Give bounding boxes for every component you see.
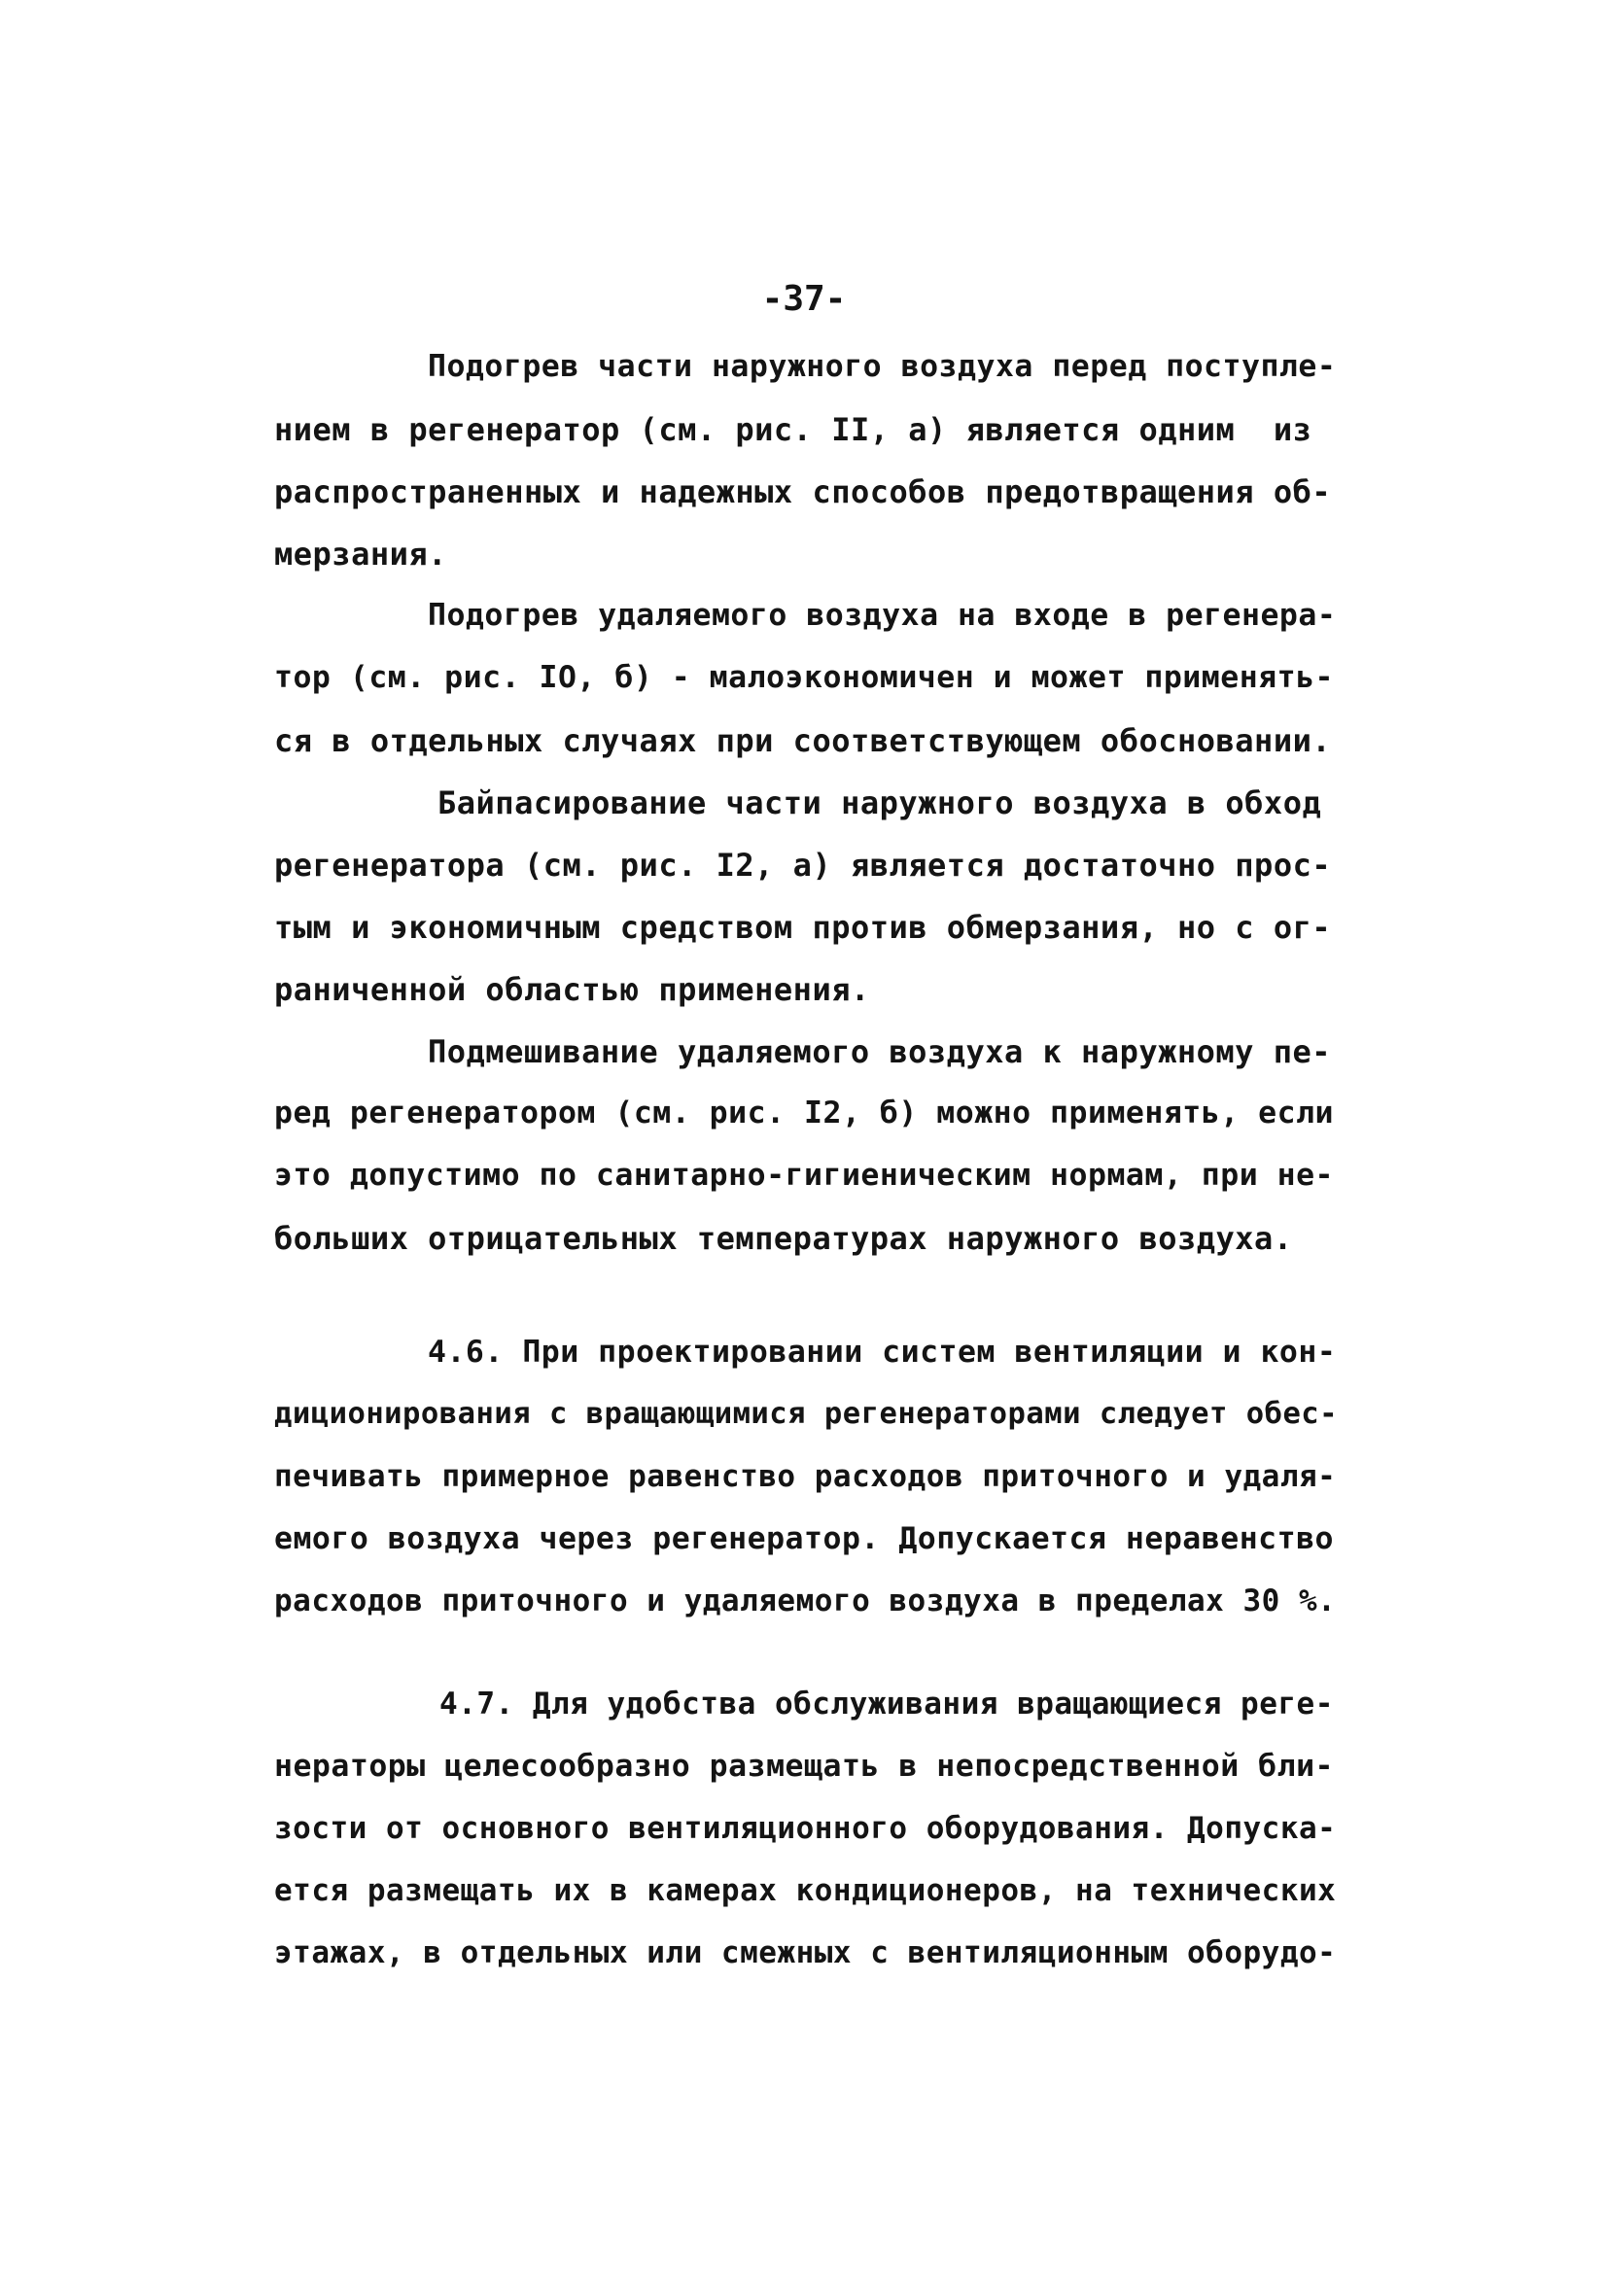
text-line: Подмешивание удаляемого воздуха к наружному пе- bbox=[428, 1033, 1331, 1070]
text-line: 4.6. При проектировании систем вентиляции и кон- bbox=[428, 1335, 1337, 1370]
text-line: распространенных и надежных способов предотвращения об- bbox=[274, 473, 1332, 510]
text-line: расходов приточного и удаляемого воздуха в пределах 30 %. bbox=[274, 1583, 1337, 1618]
text-line: емого воздуха через регенератор. Допускается неравенство bbox=[274, 1521, 1335, 1556]
page-number: -37- bbox=[761, 279, 847, 319]
text-line: 4.7. Для удобства обслуживания вращающиеся реге- bbox=[439, 1687, 1334, 1722]
text-line: ся в отдельных случаях при соответствующем обосновании. bbox=[274, 722, 1332, 759]
text-line: зости от основного вентиляционного оборудования. Допуска- bbox=[274, 1811, 1337, 1846]
text-line: это допустимо по санитарно-гигиеническим нормам, при не- bbox=[274, 1158, 1335, 1193]
text-line: печивать примерное равенство расходов приточного и удаля- bbox=[274, 1459, 1337, 1494]
text-line: этажах, в отдельных или смежных с вентиляционным оборудо- bbox=[274, 1935, 1337, 1970]
text-line: больших отрицательных температурах наружного воздуха. bbox=[274, 1220, 1293, 1257]
text-line: раниченной областью применения. bbox=[274, 971, 870, 1008]
text-line: нием в регенератор (см. рис. II, а) является одним из bbox=[274, 411, 1312, 448]
text-line: тым и экономичным средством против обмерзания, но с ог- bbox=[274, 909, 1332, 946]
text-line: регенератора (см. рис. I2, а) является достаточно прос- bbox=[274, 847, 1332, 884]
text-line: нераторы целесообразно размещать в непосредственной бли- bbox=[274, 1749, 1335, 1784]
text-line: мерзания. bbox=[274, 536, 447, 573]
text-line: Байпасирование части наружного воздуха в обход bbox=[437, 784, 1322, 821]
text-line: Подогрев удаляемого воздуха на входе в регенера- bbox=[428, 598, 1337, 633]
text-line: ред регенератором (см. рис. I2, б) можно применять, если bbox=[274, 1096, 1335, 1131]
text-line: Подогрев части наружного воздуха перед поступле- bbox=[428, 349, 1337, 384]
text-line: ется размещать их в камерах кондиционеров, на технических bbox=[274, 1873, 1337, 1908]
text-line: тор (см. рис. IO, б) - малоэкономичен и может применять- bbox=[274, 660, 1335, 695]
text-line: диционирования с вращающимися регенераторами следует обес- bbox=[274, 1397, 1339, 1431]
